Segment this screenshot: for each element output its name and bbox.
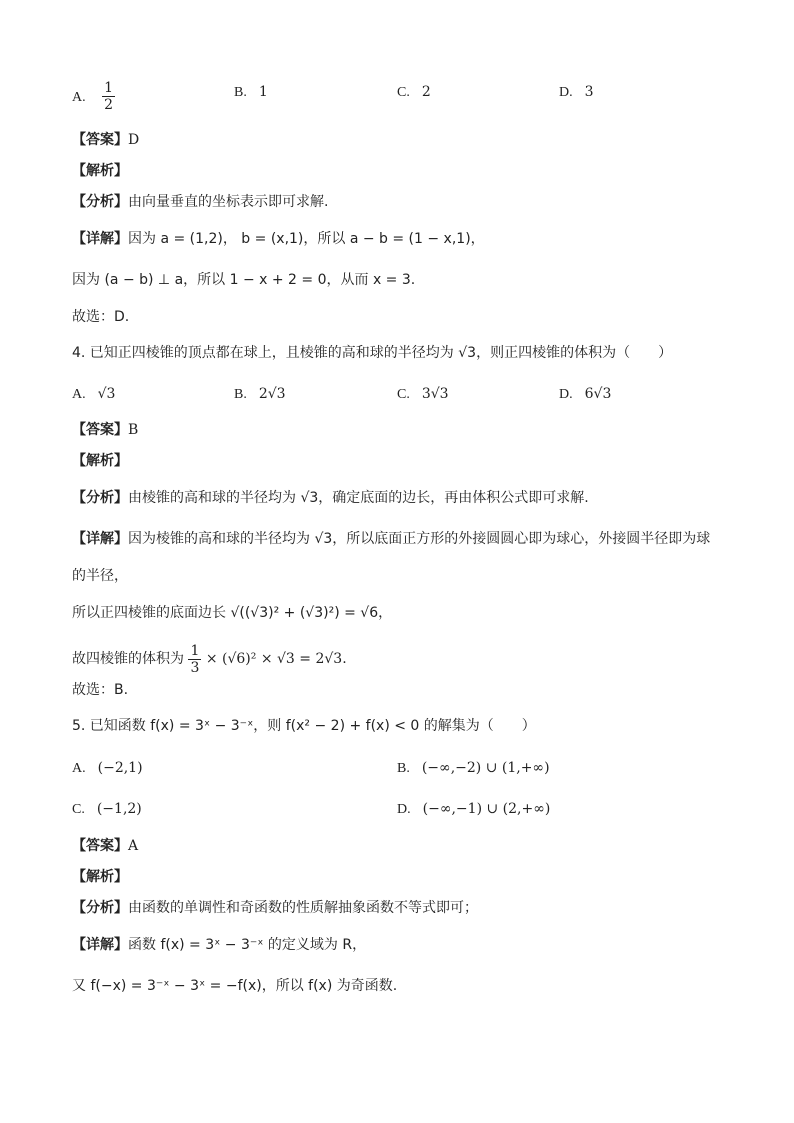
option-value: 1 [258, 84, 268, 100]
q4-xiangjie-line-2 [72, 566, 128, 586]
q4-guxuan [72, 680, 128, 700]
option-value: 3 [584, 84, 594, 100]
guxuan-text: 故选：B. [72, 682, 129, 698]
fenxi-tag: 【分析】 [72, 194, 128, 210]
option-value: (−1,2) [96, 801, 142, 817]
q5-jiexi [72, 867, 128, 887]
guxuan-text: 故选：D. [72, 309, 130, 325]
fraction-denominator: 3 [190, 659, 200, 676]
q5-option-a [72, 758, 143, 779]
option-value: 6√3 [584, 386, 612, 402]
answer-tag: 【答案】 [72, 838, 128, 854]
option-value: (−2,1) [97, 760, 143, 776]
q3-option-d [559, 82, 594, 103]
xiangjie-text: 因为棱锥的高和球的半径均为 √3，所以底面正方形的外接圆圆心即为球心，外接圆半径即为球 [128, 531, 711, 547]
jiexi-tag: 【解析】 [72, 453, 128, 469]
q3-option-c [397, 82, 431, 103]
xiangjie-tag: 【详解】 [72, 231, 128, 247]
q3-guxuan [72, 307, 129, 327]
xiangjie-text: 的半径， [72, 568, 128, 584]
q4-option-a [72, 384, 115, 405]
option-label: D. [559, 85, 573, 100]
q4-option-b [234, 384, 286, 405]
answer-value: D [128, 132, 140, 148]
option-label: B. [397, 761, 410, 776]
option-value: 3√3 [421, 386, 449, 402]
jiexi-tag: 【解析】 [72, 869, 128, 885]
fraction-denominator: 2 [104, 97, 113, 113]
option-value: 2 [421, 84, 431, 100]
xiangjie-math: × (√6)² × √3 = 2√3. [201, 651, 347, 667]
question-stem: 5. 已知函数 f(x) = 3ˣ − 3⁻ˣ，则 f(x² − 2) + f(x) < 0 的解集为（ ） [72, 718, 536, 734]
option-value: √3 [97, 386, 116, 402]
option-label: B. [234, 387, 247, 402]
option-label: A. [72, 761, 86, 776]
fraction-numerator: 1 [190, 642, 200, 659]
xiangjie-text: 因为 (a − b) ⊥ a，所以 1 − x + 2 = 0，从而 x = 3. [72, 272, 416, 288]
q3-option-a [72, 80, 115, 113]
answer-tag: 【答案】 [72, 422, 128, 438]
q5-fenxi [72, 898, 478, 918]
option-label: B. [234, 85, 247, 100]
q5-option-b [397, 758, 550, 779]
q3-fenxi [72, 192, 328, 212]
option-label: A. [72, 387, 86, 402]
option-label: C. [72, 802, 85, 817]
option-label: A. [72, 89, 86, 105]
fenxi-tag: 【分析】 [72, 900, 128, 916]
q4-xiangjie-line-4 [72, 642, 347, 676]
option-value: (−∞,−1) ∪ (2,+∞) [422, 801, 551, 817]
fraction [102, 80, 115, 113]
q4-option-d [559, 384, 611, 405]
q4-jiexi [72, 451, 128, 471]
fenxi-text: 由函数的单调性和奇函数的性质解抽象函数不等式即可； [128, 900, 478, 916]
q5-xiangjie-line-1 [72, 935, 366, 955]
answer-tag: 【答案】 [72, 132, 128, 148]
xiangjie-text: 因为 a = (1,2)， b = (x,1)，所以 a − b = (1 − x,1)， [128, 231, 485, 247]
xiangjie-text: 所以正四棱锥的底面边长 √((√3)² + (√3)²) = √6， [72, 605, 393, 621]
q3-option-b [234, 82, 268, 103]
q3-answer [72, 130, 139, 150]
option-label: C. [397, 387, 410, 402]
q4-xiangjie-line-3 [72, 603, 392, 623]
answer-value: B [128, 422, 139, 438]
xiangjie-text: 又 f(−x) = 3⁻ˣ − 3ˣ = −f(x)，所以 f(x) 为奇函数. [72, 978, 398, 994]
q4-xiangjie-line-1 [72, 529, 710, 549]
option-label: C. [397, 85, 410, 100]
q5-option-c [72, 799, 142, 820]
answer-value: A [128, 838, 139, 854]
fenxi-text: 由棱锥的高和球的半径均为 √3，确定底面的边长，再由体积公式即可求解. [128, 490, 589, 506]
xiangjie-text: 故四棱锥的体积为 [72, 651, 189, 667]
xiangjie-tag: 【详解】 [72, 531, 128, 547]
xiangjie-text: 函数 f(x) = 3ˣ − 3⁻ˣ 的定义域为 R， [128, 937, 367, 953]
xiangjie-tag: 【详解】 [72, 937, 128, 953]
jiexi-tag: 【解析】 [72, 163, 128, 179]
option-label: D. [559, 387, 573, 402]
q4-stem [72, 343, 672, 363]
fenxi-tag: 【分析】 [72, 490, 128, 506]
q5-option-d [397, 799, 550, 820]
q4-answer [72, 420, 138, 440]
option-value: (−∞,−2) ∪ (1,+∞) [421, 760, 550, 776]
q3-jiexi [72, 161, 128, 181]
option-value: 2√3 [258, 386, 286, 402]
fraction-numerator: 1 [104, 80, 113, 96]
q3-xiangjie-line-1 [72, 229, 485, 249]
fenxi-text: 由向量垂直的坐标表示即可求解. [128, 194, 329, 210]
q4-fenxi [72, 488, 589, 508]
q3-xiangjie-line-2 [72, 270, 415, 290]
q5-stem [72, 716, 536, 736]
fraction [188, 643, 201, 676]
q5-xiangjie-line-2 [72, 976, 397, 996]
q4-option-c [397, 384, 449, 405]
question-stem: 4. 已知正四棱锥的顶点都在球上，且棱锥的高和球的半径均为 √3，则正四棱锥的体积为（ ） [72, 345, 673, 361]
q5-answer [72, 836, 138, 856]
option-label: D. [397, 802, 411, 817]
